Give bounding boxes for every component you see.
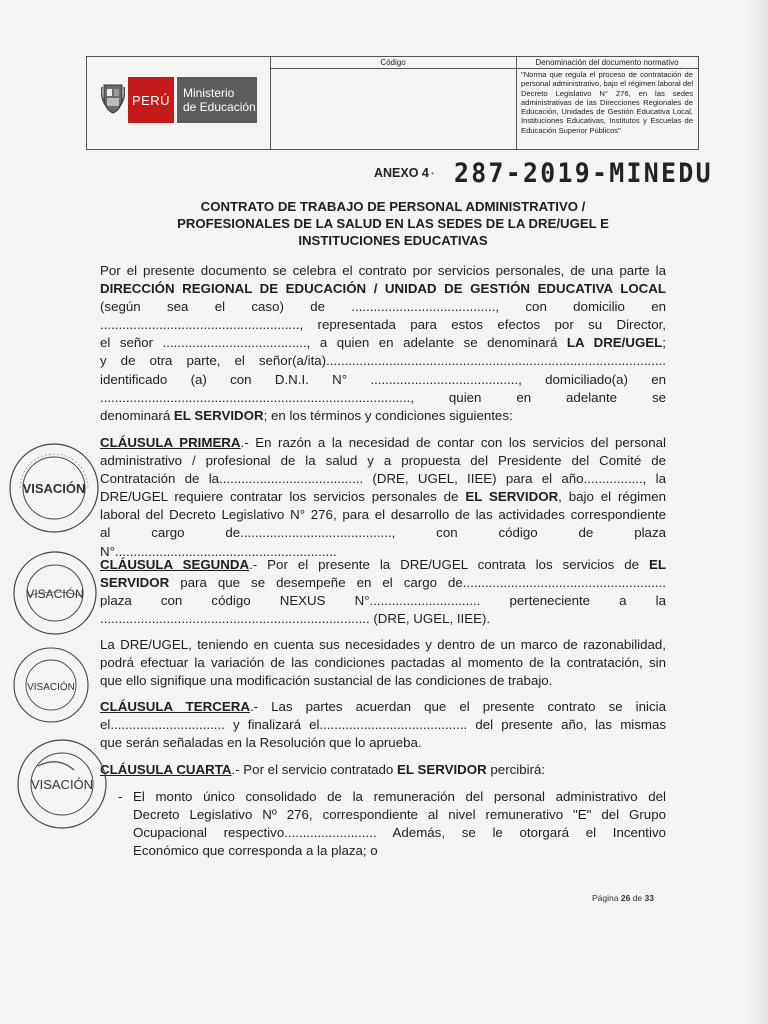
visacion-stamp-1 (6, 440, 102, 536)
text-line: CLÁUSULA SEGUNDA.- Por el presente la DRE/UGEL contrata los servicios de EL (100, 557, 666, 572)
title-line: CONTRATO DE TRABAJO DE PERSONAL ADMINISTRATIVO / (200, 199, 586, 214)
text-line: N°............................................................ (100, 543, 337, 559)
text-line: La DRE/UGEL, teniendo en cuenta sus necesidades y dentro de un marco de razonabilidad, (100, 637, 666, 652)
clause-heading: CLÁUSULA PRIMERA (100, 435, 241, 450)
bullet-dash: - (118, 789, 123, 804)
denominacion-text: "Norma que regula el proceso de contratación de personal administrativo, bajo el régimen laboral del Decreto Legislativo N° 276, en las sedes administrativas de las Direcciones Regionales de Educación, Unidades de Gestión Educativa Local, Instituciones Educativas, Institutos y Escuelas de Educación Superior Públicos" (521, 70, 693, 135)
text-line: ......................................................, representada para estos efectos por su Director, (100, 317, 666, 333)
stamp-text: VISACIÓN (30, 777, 94, 792)
text-line: al cargo de........................................., con código de plaza (100, 525, 666, 541)
text-line: ......................................................................... (DRE, UGEL, IIEE). (100, 611, 491, 627)
clausula-tercera (100, 698, 666, 752)
text-line: el............................... y finalizará el........................................ del presente año, las mismas (100, 717, 666, 733)
text-line: el señor ......................................., a quien en adelante se denominará LA DRE/UGEL; (100, 335, 666, 351)
logo-ministry-line2: de Educación (183, 100, 256, 114)
clause-heading: CLÁUSULA TERCERA (100, 699, 250, 714)
text-line: Económico que corresponda a la plaza; o (133, 843, 378, 859)
codigo-label: Código (270, 57, 516, 69)
denominacion-label: Denominación del documento normativo (516, 57, 698, 69)
logo-ministry (177, 77, 257, 123)
text-line: y de otra parte, el señor(a/ita)............................................................................................ (100, 353, 666, 369)
clausula-primera (100, 434, 666, 561)
visacion-stamp-4 (14, 736, 110, 832)
text-line: Contratación de la....................................... (DRE, UGEL, IIEE) para el año................, la (100, 471, 666, 487)
annex-number: 287-2019-MINEDU (454, 158, 713, 189)
text-line: ...................................................................................., quien en adelante se (100, 389, 666, 405)
visacion-stamp-3 (10, 644, 92, 726)
text-line: Decreto Legislativo Nº 276, correspondiente al nivel remunerativo "E" del Grupo (133, 807, 666, 823)
intro-paragraph (100, 262, 666, 425)
contract-title (130, 198, 656, 249)
text-line: denominará EL SERVIDOR; en los términos y condiciones siguientes: (100, 407, 513, 423)
text-line: CLÁUSULA PRIMERA.- En razón a la necesidad de contar con los servicios del personal (100, 435, 667, 450)
clausula-cuarta-bullet (133, 788, 666, 860)
title-line: INSTITUCIONES EDUCATIVAS (298, 233, 488, 248)
text-line: SERVIDOR para que se desempeñe en el cargo de....................................................... (100, 575, 666, 591)
stamp-text: VISACIÓN (26, 587, 84, 601)
text-line: podrá efectuar la variación de las condiciones pactadas al momento de la contratación, sin (100, 655, 666, 671)
text-line: administrativo / profesional de la salud y a propuesta del Presidente del Comité de (100, 453, 666, 469)
title-line: PROFESIONALES DE LA SALUD EN LAS SEDES DE LA DRE/UGEL E (177, 216, 609, 231)
text-line: que serán señaladas en la Resolución que lo aprueba. (100, 735, 422, 751)
text-line: (según sea el caso) de ......................................., con domicilio en (100, 299, 666, 315)
text-line: plaza con código NEXUS N°.............................. perteneciente a la (100, 593, 666, 609)
text-line: identificado (a) con D.N.I. N° ........................................, domiciliado(a) en (100, 371, 666, 387)
clausula-cuarta (100, 761, 666, 779)
page-current: 26 (620, 893, 631, 903)
header-table (86, 56, 699, 150)
page-number (592, 893, 654, 903)
logo-cell (87, 57, 271, 149)
scan-mark: ⁺ (430, 170, 435, 180)
stamp-text: VISACIÓN (22, 481, 86, 496)
annex-label: ANEXO 4 (374, 166, 429, 180)
logo-country: PERÚ (128, 77, 174, 123)
text-line: CLÁUSULA CUARTA.- Por el servicio contratado EL SERVIDOR percibirá: (100, 762, 546, 777)
clausula-segunda (100, 556, 666, 628)
page-total: 33 (644, 893, 654, 903)
text-line: Por el presente documento se celebra el contrato por servicios personales, de una parte la (100, 263, 666, 278)
text-line: que ello signifique una modificación sustancial de las condiciones de trabajo. (100, 673, 553, 689)
page-of: de (632, 893, 643, 903)
text-line: DIRECCIÓN REGIONAL DE EDUCACIÓN / UNIDAD DE GESTIÓN EDUCATIVA LOCAL (100, 281, 666, 297)
peru-shield-icon (101, 81, 125, 115)
page-word: Página (592, 893, 619, 903)
clausula-segunda-p2 (100, 636, 666, 690)
text-line: laboral del Decreto Legislativo N° 276, para el desarrollo de las actividades correspondiente (100, 507, 666, 523)
clause-heading: CLÁUSULA CUARTA (100, 762, 232, 777)
denominacion-cell (516, 57, 698, 149)
text-line: DRE/UGEL requiere contratar los servicios personales de EL SERVIDOR, bajo el régimen (100, 489, 666, 505)
stamp-text: VISACIÓN (27, 682, 75, 693)
visacion-stamp-2 (10, 548, 100, 638)
text-line: El monto único consolidado de la remuneración del personal administrativo del (133, 789, 666, 804)
text-line: Ocupacional respectivo......................... Además, se le otorgará el Incentivo (133, 825, 666, 841)
minedu-logo (101, 75, 257, 125)
text-line: CLÁUSULA TERCERA.- Las partes acuerdan que el presente contrato se inicia (100, 699, 666, 714)
logo-ministry-line1: Ministerio (183, 86, 235, 100)
codigo-cell (270, 57, 517, 149)
clause-heading: CLÁUSULA SEGUNDA (100, 557, 250, 572)
page-edge-shadow (744, 0, 768, 1024)
